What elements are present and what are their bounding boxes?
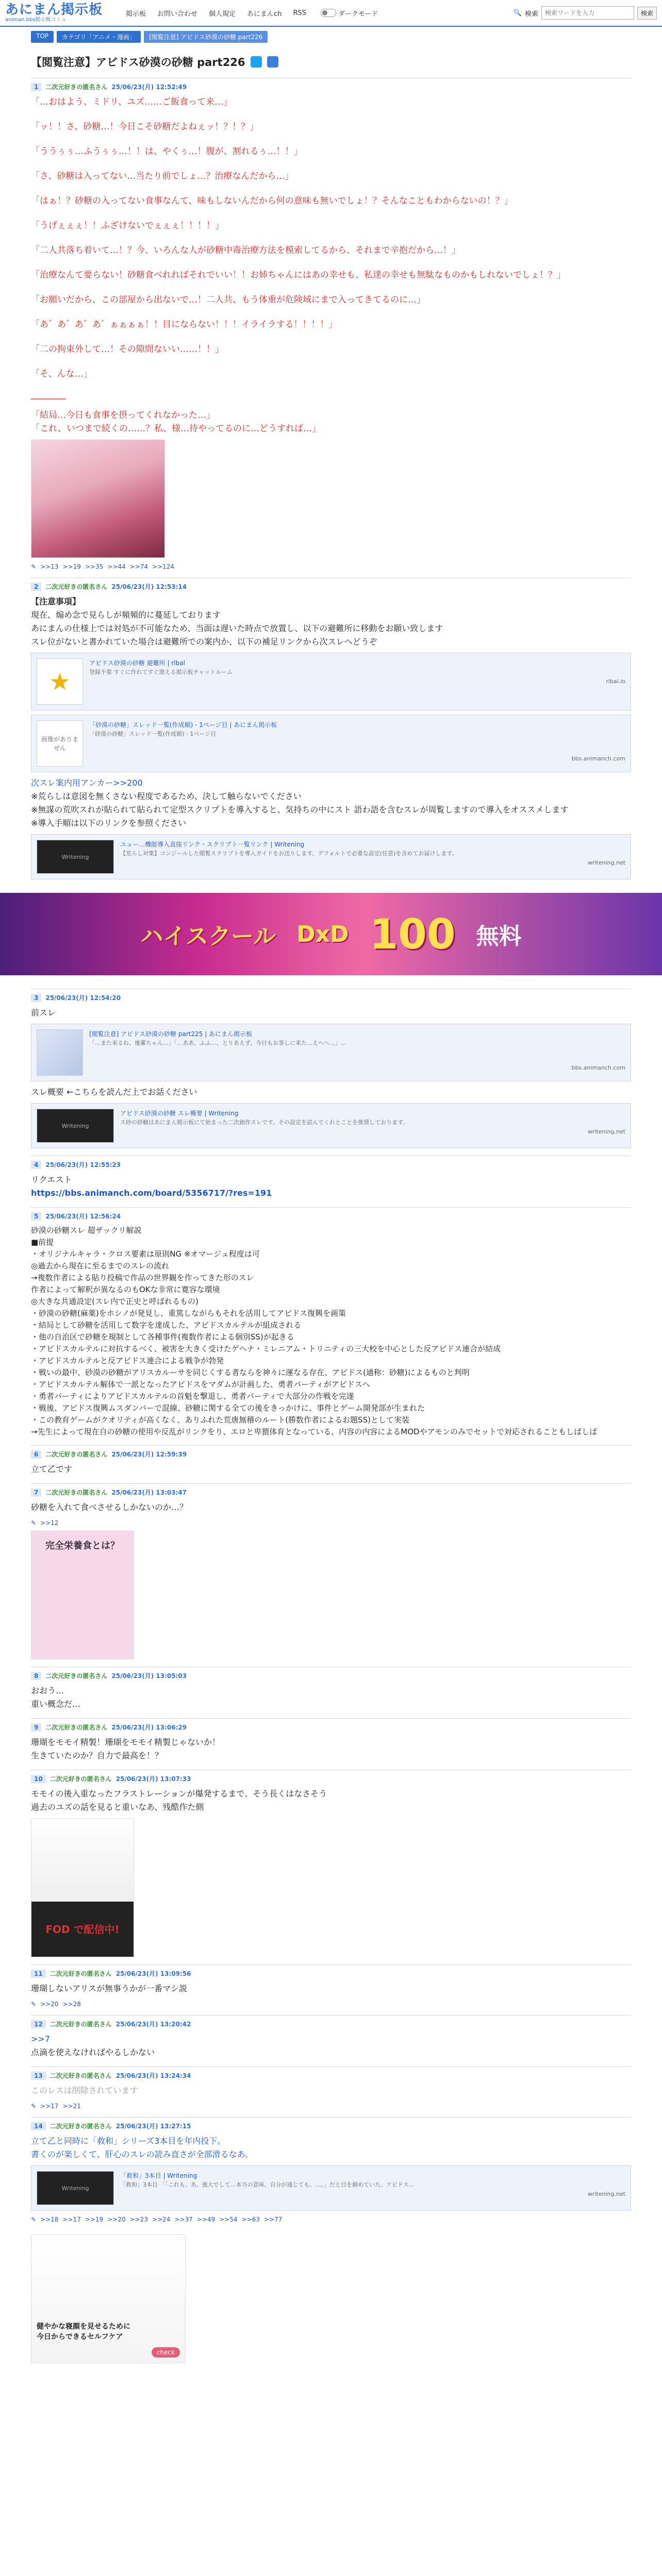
link-card[interactable]: Writening 「救和」3本目 | Writening 「救和」3本目 「「これも、あ、強大でして…本当の意味、自分が通じても、…。」だと目を細めていた。アビドス… writening.net	[31, 2165, 631, 2211]
reply-icon: ✎	[31, 563, 37, 570]
search-area: 🔍 検索 検索ワードを入力 検索	[514, 6, 657, 20]
search-button[interactable]: 検索	[637, 7, 657, 20]
top-bar	[0, 0, 662, 27]
reply-icon: ✎	[31, 2216, 37, 2223]
reply-icon: ✎	[31, 2001, 37, 2008]
nav-animanch[interactable]: あにまんch	[247, 10, 282, 18]
post-6: 6 二次元好きの匿名さん 25/06/23(月) 12:59:39 立て乙です	[31, 1445, 631, 1476]
toggle-icon	[321, 9, 336, 17]
footer-ad[interactable]: 健やかな寝顔を見せるために 今日からできるセルフケア check	[31, 2234, 186, 2363]
post-2: 2 二次元好きの匿名さん 25/06/23(月) 12:53:14 【注意事項】 現在、煽め念で見らしが頻頻的に蔓延しております あにまんの仕様上では対処が不可能なため、当面は遅いた時点で放置し、以下の避難所に移動をお願い致します スレ位がないと書かれていた場合は避難所での案内か、以下の補足リンクから次スレへどうぞ ★ アビドス砂漠の砂糖 避難所 | rlbal 登録不要 すぐに作れてすぐ遊える掲示板チャットルーム rlbal.io 画像がありません 「砂漠の砂糖」スレッド一覧(作成順) - 1ページ目 | あにまん掲示板 「砂漠の砂糖」スレッド一覧(作成順) - 1ページ目 bbs.animanch.com 次スレ案内用アンカー>>200 ※荒らしは意図を無くさない程度であるため、決して触らないでください ※無謀の荒吹スれが貼られて貼られて定型スクリプトを導入すると、気持ちの中にスト 語わ語を含むスレが周覧しますので導入をオススメします ※導入手順は以下のリンクを参照ください Writening ユュー…機能導入直接リンク・スクリプト一覧リンク | Writening 【荒らし対策】コンジールした閲覧スクリプトを導入ガイドをお送りします。デフォルトで必要な設定(任意)を含めてお届けします。 writening.net	[31, 578, 631, 879]
post-body: 【注意事項】 現在、煽め念で見らしが頻頻的に蔓延しております あにまんの仕様上では対処が不可能なため、当面は遅いた時点で放置し、以下の避難所に移動をお願い致します スレ位がないと書かれていた場合は避難所での案内か、以下の補足リンクから次スレへどうぞ	[31, 597, 443, 647]
nav-board[interactable]: 掲示板	[126, 10, 146, 18]
post-4: 4 25/06/23(月) 12:55:23 リクエスト https://bbs.animanch.com/board/5356717/?res=191	[31, 1156, 631, 1200]
search-icon: 🔍	[513, 9, 522, 17]
post-10: 10 二次元好きの匿名さん 25/06/23(月) 13:07:33 モモイの後入重なったフラストレーションが爆発するまで、そう長くはなさそう 過去のユズの話を見ると重いなあ、残酷作た側 FOD で配信中!	[31, 1770, 631, 1957]
crumb-thread[interactable]: [閲覧注意] アビドス砂漠の砂糖 part226	[144, 31, 268, 43]
post-9: 9 二次元好きの匿名さん 25/06/23(月) 13:06:29 珊瑚をモモイ精製！珊瑚をモモイ精製じゃないか！ 生きていたのか？自力で最高を！？	[31, 1718, 631, 1762]
post-image[interactable]	[31, 439, 165, 558]
dark-mode-toggle[interactable]: ダークモード	[318, 8, 378, 18]
check-button[interactable]: check	[152, 2347, 180, 2358]
link-card[interactable]: Writening ユュー…機能導入直接リンク・スクリプト一覧リンク | Writening 【荒らし対策】コンジールした閲覧スクリプトを導入ガイドをお送りします。デフォルトで必要な設定(任意)を含めてお届けします。 writening.net	[31, 834, 631, 879]
reply-icon: ✎	[31, 2103, 37, 2110]
reply-icon: ✎	[31, 1519, 37, 1527]
nav-contact[interactable]: お問い合わせ	[157, 10, 198, 18]
link-card[interactable]: 画像がありません 「砂漠の砂糖」スレッド一覧(作成順) - 1ページ目 | あにまん掲示板 「砂漠の砂糖」スレッド一覧(作成順) - 1ページ目 bbs.animanch.com	[31, 715, 631, 772]
request-link[interactable]: https://bbs.animanch.com/board/5356717/?res=191	[31, 1188, 272, 1198]
twitter-share-icon[interactable]	[251, 56, 262, 67]
nav-rss[interactable]: RSS	[293, 9, 306, 17]
post-header: 1 二次元好きの匿名さん 25/06/23(月) 12:52:49	[31, 82, 631, 91]
crumb-top[interactable]: TOP	[31, 31, 54, 43]
post-7: 7 二次元好きの匿名さん 25/06/23(月) 13:03:47 砂糖を入れて食べさせるしかないのか…？ ✎ >>12 完全栄養食とは？	[31, 1483, 631, 1659]
breadcrumb	[0, 27, 662, 47]
link-card[interactable]: Writening アビドス砂漠の砂糖 スレ概要 | Writening ス砂の砂糖はあにまん掲示板にて始まった二次創作スレです。その設定を読んでくれとことを推奨しております。 writening.net	[31, 1103, 631, 1148]
post-1	[31, 78, 631, 570]
thumb-image	[37, 1029, 83, 1076]
ad-banner[interactable]: ハイスクール DxD 100 無料	[0, 893, 662, 975]
reply-anchors: ✎ >>13 >>19 >>35 >>44 >>74 >>124	[31, 563, 175, 570]
link-card[interactable]: ★ アビドス砂漠の砂糖 避難所 | rlbal 登録不要 すぐに作れてすぐ遊える掲示板チャットルーム rlbal.io	[31, 653, 631, 710]
post-11: 11 二次元好きの匿名さん 25/06/23(月) 13:09:56 珊瑚しないアリスが無事うかが一番マシ説 ✎ >>20 >>28	[31, 1964, 631, 2008]
post-14: 14 二次元好きの匿名さん 25/06/23(月) 13:27:15 立て乙と同時に「救和」シリーズ3本目を年内投下。 書くのが楽しくて、肝心のスレの読み直さが全部滑るなあ。 Writening 「救和」3本目 | Writening 「救和」3本目 「「これも、あ、強大でして…本当の意味、自分が通じても、…。」だと目を細めていた。アビドス… writening.net ✎ >>18 >>17 >>19 >>20 >>23 >>24 >>37 >>49 >>54 >>63 >>77	[31, 2117, 631, 2223]
site-logo[interactable]: あにまん掲示板 animan bbs掲示板コミュ	[5, 2, 103, 23]
search-input[interactable]	[541, 6, 634, 20]
post-body: 砂漠の砂糖スレ 超ザックリ解説 ■前提 ・オリジナルキャラ・クロス要素は原則NG ※オマージュ程度は可 ◎過去から現在に至るまでのスレの流れ →複数作者による貼り投稿で作品の世界観を作ってきた形のスレ 作者によって解釈が異なるのもOKな非常に寛容な環境 ◎大きな共通設定(スレ内で正史と呼ばれるもの) ・砂漠の砂糖(麻薬)をホシノが発見し、重篤しながらもそれを活用してアビドス復興を画策 ・結局として砂糖を活用して数字を達成した、アビドスカルテルが組成される ・他の自治区で砂糖を規制として各種事件(複数作者による個別SS)が起きる ・アビドスカルテルに対抗するべく、被害を大きく受けたゲヘナ・ミレニアム・トリニティの三大校を中心とした反アビドス連合が結成 ・アビドスカルテルと反アビドス連合による戦争が勃発 ・戦いの最中、砂漠の砂糖がアリスカルーサを同じくする者ならを神々に運なる存在、アビドス(通称：砂糖)によるものと判明 ・アビドスカルテル解体で一派となったアビドスをマダムが計画した、勇者パーティがアビドスへ ・勇者パーティによりアビドスカルテルの首魁を撃退し、勇者パーティで大部分の作戦を完遂 ・戦後、アビドス復興ムスダンバーで混線、砂糖に関する全ての後をきっかけに、事件とゲーム開発部が生まれた ・この教育ゲームがクオリティが高くなく、ありふれた荒唐無稽のルート(勝数作者によるお題SS)として実装 →先生によって現在自の砂糖の使用や反乱がリンクをり、エロと卑猥体育となっている、内容の内容によるMODやアモンのみでセットで対応されることもしばしば	[31, 1226, 597, 1436]
post-12: 12 二次元好きの匿名さん 25/06/23(月) 13:20:42 >>7 点滴を使えなければやるしかない	[31, 2015, 631, 2059]
post-image[interactable]: 完全栄養食とは？	[31, 1531, 134, 1659]
post-5: 5 25/06/23(月) 12:56:24 砂漠の砂糖スレ 超ザックリ解説 ■前提 ・オリジナルキャラ・クロス要素は原則NG ※オマージュ程度は可 ◎過去から現在に至るまでのスレの流れ →複数作者による貼り投稿で作品の世界観を作ってきた形のスレ 作者によって解釈が異なるのもOKな非常に寛容な環境 ◎大きな共通設定(スレ内で正史と呼ばれるもの) ・砂漠の砂糖(麻薬)をホシノが発見し、重篤しながらもそれを活用してアビドス復興を画策 ・結局として砂糖を活用して数字を達成した、アビドスカルテルが組成される ・他の自治区で砂糖を規制として各種事件(複数作者による個別SS)が起きる ・アビドスカルテルに対抗するべく、被害を大きく受けたゲヘナ・ミレニアム・トリニティの三大校を中心とした反アビドス連合が結成 ・アビドスカルテルと反アビドス連合による戦争が勃発 ・戦いの最中、砂漠の砂糖がアリスカルーサを同じくする者ならを神々に運なる存在、アビドス(通称：砂糖)によるものと判明 ・アビドスカルテル解体で一派となったアビドスをマダムが計画した、勇者パーティがアビドスへ ・勇者パーティによりアビドスカルテルの首魁を撃退し、勇者パーティで大部分の作戦を完遂 ・戦後、アビドス復興ムスダンバーで混線、砂糖に関する全ての後をきっかけに、事件とゲーム開発部が生まれた ・この教育ゲームがクオリティが高くなく、ありふれた荒唐無稽のルート(勝数作者によるお題SS)として実装 →先生によって現在自の砂糖の使用や反乱がリンクをり、エロと卑猥体育となっている、内容の内容によるMODやアモンのみでセットで対応されることもしばしば	[31, 1207, 631, 1438]
link-card[interactable]: [閲覧注意] アビドス砂漠の砂糖 part225 | あにまん掲示板 「…また来るね、後輩ちゃん…」「…ああ、ふふ…、とりあえず、今日もお茶しに来た…えへへ…」… bbs.animanch.com	[31, 1024, 631, 1081]
thread-title: 【閲覧注意】アビドス砂漠の砂糖 part226	[31, 54, 631, 70]
post-body: 「…おはよう、ミドリ、ユズ……ご飯食って来…」 「ッ！！さ、砂糖…！今日こそ砂糖だよねぇッ！？！？」 「ううぅぅ…ふうぅぅ…！！は、やくぅ…！腹が、割れるぅ…！！」 「さ、砂糖は入ってない…当たり前でしょ…？治療なんだから…」 「はぁ！？砂糖の入ってない食事なんて、味もしないんだから何の意味も無いでしょ！？そんなこともわからないの！？」 「うげぇぇぇ！！ふざけないでぇぇぇ！！！！」 「二人共落ち着いて…！？今、いろんな人が砂糖中毒治療方法を模索してるから、それまで辛抱だから…！」 「治療なんて要らない！砂糖食べれればそれでいい！！お姉ちゃんにはあの幸せも、私達の幸せも無駄なものかもしれないでしょ！？」 「お願いだから、この部屋から出ないで…！二人共、もう体重が危険域にまで入ってきてるのに…」 「あ゛あ゛あ゛あ゛ぁぁぁぁ！！目にならない！！！イライラする！！！！」 「二の拘束外して…！その隙間ないい……！！」 「そ、んな…」 ―――― 「結局…今日も食事を摂ってくれなかった…」 「これ、いつまで続くの……？私、様…待やってるのに…どうすれば…」	[31, 97, 566, 434]
crumb-category[interactable]: カテゴリ「アニメ・漫画」	[57, 31, 141, 43]
share-icon[interactable]	[267, 56, 278, 67]
star-icon: ★	[37, 658, 83, 705]
nav-rules[interactable]: 個人規定	[209, 10, 236, 18]
post-3: 3 25/06/23(月) 12:54:20 前スレ [閲覧注意] アビドス砂漠の砂糖 part225 | あにまん掲示板 「…また来るね、後輩ちゃん…」「…ああ、ふふ…、とりあえず、今日もお茶しに来た…えへへ…」… bbs.animanch.com スレ概要 ←こちらを読んだ上でお話ください Writening アビドス砂漠の砂糖 スレ概要 | Writening ス砂の砂糖はあにまん掲示板にて始まった二次創作スレです。その設定を読んでくれとことを推奨しております。 writening.net	[31, 989, 631, 1148]
no-image-placeholder: 画像がありません	[37, 720, 83, 767]
post-13: 13 二次元好きの匿名さん 25/06/23(月) 13:24:34 このレスは削除されています ✎ >>17 >>21	[31, 2066, 631, 2110]
main-nav	[126, 8, 378, 18]
post-image[interactable]: FOD で配信中!	[31, 1818, 134, 1957]
post-8: 8 二次元好きの匿名さん 25/06/23(月) 13:05:03 おおう… 重い概念だ…	[31, 1667, 631, 1711]
